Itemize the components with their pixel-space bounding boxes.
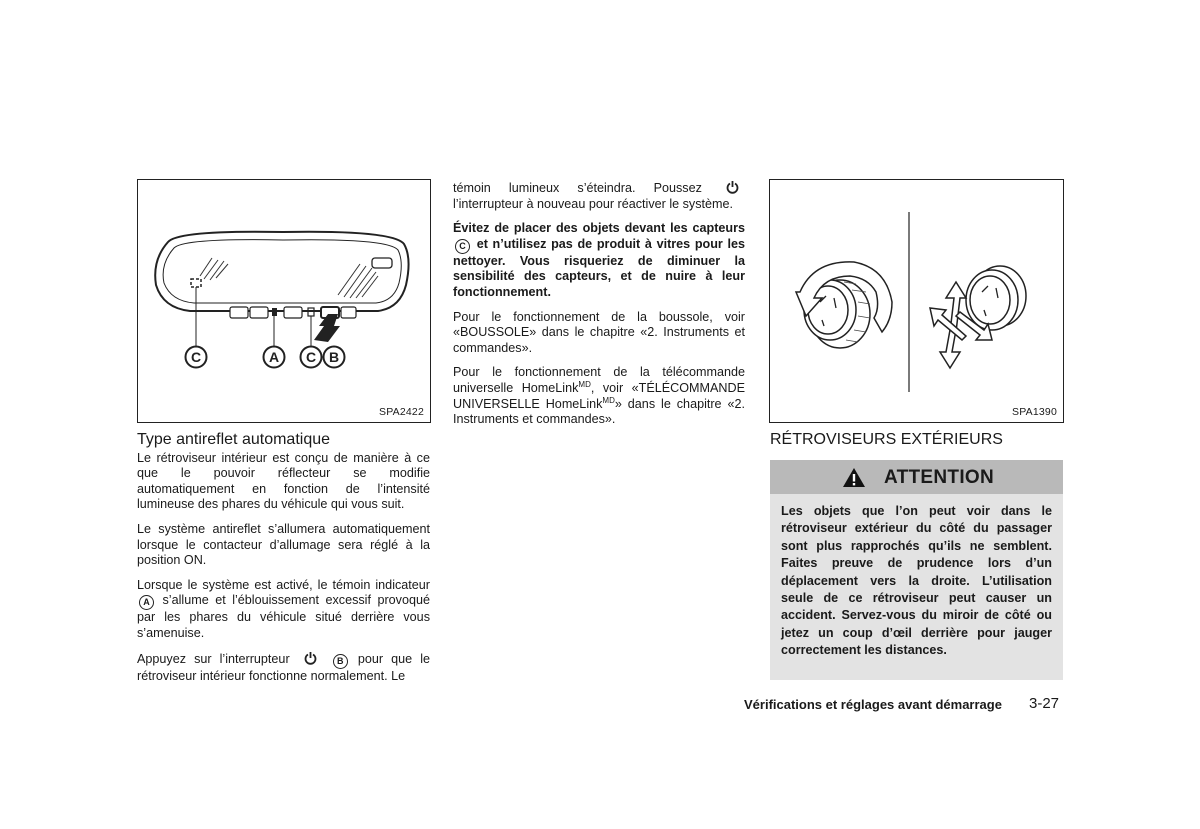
callout-marker-b: B bbox=[333, 654, 348, 669]
knob-tilt bbox=[966, 266, 1026, 330]
page-number: 3-27 bbox=[1029, 695, 1060, 712]
mirror-illustration bbox=[138, 180, 430, 422]
paragraph bbox=[137, 651, 430, 685]
paragraph bbox=[453, 180, 745, 212]
footer-section: Vérifications et réglages avant démarrage bbox=[744, 697, 1002, 712]
text-run: Appuyez sur l’interrupteur bbox=[137, 651, 290, 666]
callout-b bbox=[324, 347, 345, 368]
knob-illustration bbox=[770, 180, 1063, 422]
svg-text:C: C bbox=[305, 349, 317, 365]
svg-text:C: C bbox=[190, 349, 202, 365]
warning-title: ATTENTION bbox=[884, 467, 995, 488]
paragraph-warning bbox=[453, 221, 745, 300]
callout-c-right bbox=[301, 347, 322, 368]
callout-marker-c: C bbox=[455, 239, 470, 254]
section-title-retroviseurs: RÉTROVISEURS EXTÉRIEURS bbox=[770, 431, 1003, 448]
warning-box bbox=[770, 494, 1063, 680]
middle-column bbox=[453, 180, 745, 437]
text-run: et n’utilisez pas de produit à vitres pour les nettoyer. Vous risqueriez de diminuer la sensibilité des capteurs, et de nuire à leur fonctionnement. bbox=[453, 236, 746, 299]
indicator-light bbox=[272, 308, 277, 316]
paragraph: Le système antireflet s’allumera automatiquement lorsque le contacteur d’allumage sera réglé à la position ON. bbox=[137, 521, 430, 568]
compass-display bbox=[372, 258, 392, 268]
arrow-icon bbox=[314, 314, 340, 342]
text-run: pour que le rétroviseur intérieur fonctionne normalement. Le bbox=[137, 651, 431, 683]
paragraph: Le rétroviseur intérieur est conçu de manière à ce que le pouvoir réflecteur se modifie automatiquement en fonction de l’intensité lumineuse des phares du véhicule qui vous suit. bbox=[137, 450, 430, 512]
warning-header bbox=[770, 460, 1063, 494]
callout-a bbox=[264, 347, 285, 368]
left-column bbox=[137, 432, 430, 684]
text-run: Lorsque le système est activé, le témoin indicateur bbox=[137, 577, 430, 592]
warning-text: Les objets que l’on peut voir dans le rétroviseur extérieur du côté du passager sont plus rapprochés qu’ils ne semblent. Faites preuve de prudence lors d’un déplacement vers la droite. L’utilisation seule de ce rétroviseur peut causer un accident. Servez-vous du miroir de côté ou jetez un coup d’œil derrière pour jauger correctement les distances. bbox=[781, 504, 1052, 658]
figure-mirror-knob bbox=[769, 179, 1064, 423]
text-run: Évitez de placer des objets devant les capteurs bbox=[453, 221, 745, 236]
superscript: MD bbox=[602, 395, 615, 405]
text-run: Pour le fonctionnement de la télécommande universelle HomeLink bbox=[453, 365, 745, 395]
callout-c-left bbox=[186, 347, 207, 368]
warning-icon bbox=[842, 467, 866, 488]
text-run: l’interrupteur à nouveau pour réactiver le système. bbox=[453, 196, 734, 211]
paragraph: Pour le fonctionnement de la boussole, voir «BOUSSOLE» dans le chapitre «2. Instruments et commandes». bbox=[453, 309, 745, 355]
power-icon bbox=[726, 180, 739, 194]
paragraph bbox=[453, 365, 745, 427]
text-run: » dans le chapitre «2. Instruments et commandes». bbox=[453, 396, 745, 427]
callout-marker-a: A bbox=[139, 595, 154, 610]
superscript: MD bbox=[578, 379, 591, 389]
figure-code: SPA1390 bbox=[1012, 406, 1057, 418]
text-run: s’allume et l’éblouissement excessif provoqué par les phares du véhicule situé derrière vous s’amenuise. bbox=[137, 593, 430, 640]
svg-text:A: A bbox=[268, 349, 280, 365]
figure-code: SPA2422 bbox=[379, 406, 424, 418]
section-title-antireflet: Type antireflet automatique bbox=[137, 431, 331, 448]
text-run: témoin lumineux s’éteindra. Poussez bbox=[453, 181, 702, 195]
figure-inside-mirror bbox=[137, 179, 431, 423]
svg-text:B: B bbox=[328, 349, 340, 365]
paragraph bbox=[137, 578, 430, 642]
text-run: , voir «TÉLÉCOMMANDE UNIVERSELLE HomeLink bbox=[453, 380, 746, 411]
power-icon bbox=[304, 651, 317, 665]
